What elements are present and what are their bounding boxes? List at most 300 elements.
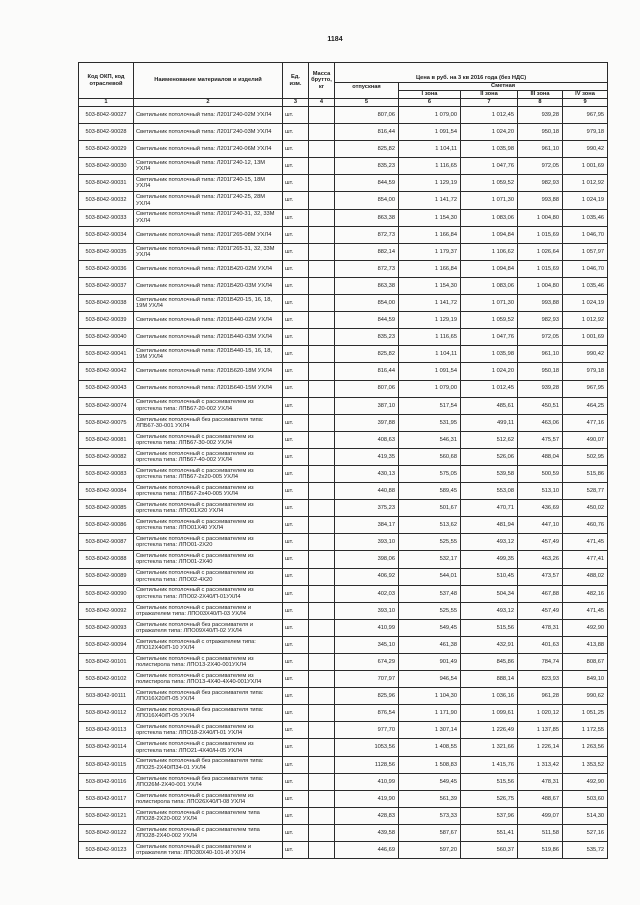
cell-zone4: 1 046,70 (563, 260, 608, 277)
cell-name: Светильник потолочный с рассеивателем из полистирола типа: ЛПО26Х40/П-08 УХЛ4 (134, 790, 283, 807)
cell-mass (309, 705, 335, 722)
cell-unit: шт. (283, 739, 309, 756)
cell-zone1: 1 171,90 (399, 705, 461, 722)
cell-zone2: 537,96 (461, 807, 518, 824)
cell-mass (309, 551, 335, 568)
cell-unit: шт. (283, 380, 309, 397)
cell-unit: шт. (283, 500, 309, 517)
cell-zone4: 967,95 (563, 380, 608, 397)
cell-unit: шт. (283, 773, 309, 790)
cell-code: 503-8042-90111 (79, 688, 134, 705)
cell-zone3: 450,51 (518, 397, 563, 414)
cell-mass (309, 842, 335, 859)
header-zone4: IV зона (563, 91, 608, 99)
cell-release: 977,70 (335, 722, 399, 739)
cell-unit: шт. (283, 654, 309, 671)
cell-unit: шт. (283, 124, 309, 141)
cell-zone1: 549,45 (399, 773, 461, 790)
cell-mass (309, 465, 335, 482)
cell-zone4: 1 172,55 (563, 722, 608, 739)
cell-code: 503-8042-90082 (79, 448, 134, 465)
cell-zone1: 549,45 (399, 619, 461, 636)
cell-code: 503-8042-90102 (79, 671, 134, 688)
header-mass: Масса брутто, кг (309, 63, 335, 99)
cell-zone3: 488,04 (518, 448, 563, 465)
column-number: 7 (461, 99, 518, 107)
cell-zone4: 1 057,97 (563, 243, 608, 260)
cell-zone1: 1 104,11 (399, 141, 461, 158)
cell-zone1: 1 408,55 (399, 739, 461, 756)
cell-release: 707,97 (335, 671, 399, 688)
column-number: 5 (335, 99, 399, 107)
cell-zone3: 1 015,69 (518, 260, 563, 277)
cell-unit: шт. (283, 483, 309, 500)
cell-code: 503-8042-90092 (79, 602, 134, 619)
cell-zone4: 808,67 (563, 654, 608, 671)
cell-release: 375,23 (335, 500, 399, 517)
cell-release: 825,82 (335, 346, 399, 363)
cell-release: 844,59 (335, 175, 399, 192)
cell-release: 882,14 (335, 243, 399, 260)
cell-zone1: 525,55 (399, 602, 461, 619)
cell-zone3: 1 015,69 (518, 226, 563, 243)
table-header (79, 63, 608, 107)
cell-release: 419,35 (335, 448, 399, 465)
cell-release: 440,88 (335, 483, 399, 500)
cell-zone3: 982,93 (518, 312, 563, 329)
cell-zone1: 513,62 (399, 517, 461, 534)
cell-code: 503-8042-90088 (79, 551, 134, 568)
cell-zone1: 1 079,00 (399, 380, 461, 397)
cell-code: 503-8042-90031 (79, 175, 134, 192)
cell-mass (309, 431, 335, 448)
cell-name: Светильник потолочный типа: Л201Б420-15, 16, 18, 19М УХЛ4 (134, 295, 283, 312)
cell-zone2: 512,62 (461, 431, 518, 448)
cell-name: Светильник потолочный без рассеивателя типа: ЛПО25-2Х40/П34-01 УХЛ4 (134, 756, 283, 773)
cell-release: 439,58 (335, 824, 399, 841)
cell-unit: шт. (283, 722, 309, 739)
cell-code: 503-8042-90038 (79, 295, 134, 312)
cell-name: Светильник потолочный типа: Л201Г240-02М УХЛ4 (134, 107, 283, 124)
cell-zone4: 990,42 (563, 346, 608, 363)
table-row (79, 568, 608, 585)
cell-zone3: 993,88 (518, 192, 563, 209)
cell-release: 835,23 (335, 158, 399, 175)
cell-zone3: 1 004,80 (518, 209, 563, 226)
cell-code: 503-8042-90121 (79, 807, 134, 824)
cell-mass (309, 500, 335, 517)
cell-release: 807,06 (335, 380, 399, 397)
cell-release: 384,17 (335, 517, 399, 534)
cell-zone3: 478,31 (518, 773, 563, 790)
cell-zone4: 471,45 (563, 602, 608, 619)
cell-zone2: 470,71 (461, 500, 518, 517)
cell-zone3: 993,88 (518, 295, 563, 312)
cell-zone4: 477,16 (563, 414, 608, 431)
cell-release: 674,29 (335, 654, 399, 671)
cell-unit: шт. (283, 517, 309, 534)
cell-mass (309, 158, 335, 175)
cell-mass (309, 654, 335, 671)
cell-code: 503-8042-90085 (79, 500, 134, 517)
table-row (79, 329, 608, 346)
cell-zone2: 560,37 (461, 842, 518, 859)
table-row (79, 705, 608, 722)
column-number: 8 (518, 99, 563, 107)
cell-zone2: 493,12 (461, 602, 518, 619)
cell-zone1: 1 091,54 (399, 363, 461, 380)
table-row (79, 363, 608, 380)
cell-zone3: 939,28 (518, 107, 563, 124)
cell-zone2: 1 035,98 (461, 141, 518, 158)
cell-zone2: 1 035,98 (461, 346, 518, 363)
cell-unit: шт. (283, 414, 309, 431)
cell-name: Светильник потолочный с рассеивателем из полистирола типа: ЛПО13-4Х40-4Х40-001УХЛ4 (134, 671, 283, 688)
cell-zone3: 488,67 (518, 790, 563, 807)
table-row (79, 209, 608, 226)
cell-mass (309, 534, 335, 551)
cell-code: 503-8042-90033 (79, 209, 134, 226)
cell-unit: шт. (283, 243, 309, 260)
cell-zone3: 784,74 (518, 654, 563, 671)
cell-release: 872,73 (335, 226, 399, 243)
table-row (79, 158, 608, 175)
cell-zone4: 492,90 (563, 773, 608, 790)
table-row (79, 175, 608, 192)
cell-unit: шт. (283, 534, 309, 551)
cell-code: 503-8042-90034 (79, 226, 134, 243)
cell-zone4: 1 263,56 (563, 739, 608, 756)
cell-name: Светильник потолочный типа: Л201Б420-03М УХЛ4 (134, 277, 283, 294)
cell-zone2: 551,41 (461, 824, 518, 841)
cell-zone3: 1 226,14 (518, 739, 563, 756)
cell-release: 876,54 (335, 705, 399, 722)
cell-mass (309, 568, 335, 585)
column-numbers-row (79, 99, 608, 107)
cell-mass (309, 448, 335, 465)
cell-name: Светильник потолочный типа: Л201Б420-02М УХЛ4 (134, 260, 283, 277)
cell-zone2: 499,11 (461, 414, 518, 431)
table-row (79, 141, 608, 158)
cell-zone2: 1 094,84 (461, 226, 518, 243)
table-row (79, 397, 608, 414)
cell-zone3: 436,69 (518, 500, 563, 517)
cell-code: 503-8042-90122 (79, 824, 134, 841)
cell-zone4: 464,25 (563, 397, 608, 414)
cell-unit: шт. (283, 277, 309, 294)
cell-zone3: 961,10 (518, 141, 563, 158)
cell-mass (309, 397, 335, 414)
cell-zone1: 1 116,65 (399, 329, 461, 346)
cell-code: 503-8042-90035 (79, 243, 134, 260)
cell-name: Светильник потолочный типа: Л201Г240-12, 13М УХЛ4 (134, 158, 283, 175)
cell-zone1: 1 307,14 (399, 722, 461, 739)
cell-zone3: 463,06 (518, 414, 563, 431)
cell-zone2: 1 024,20 (461, 124, 518, 141)
cell-unit: шт. (283, 807, 309, 824)
cell-name: Светильник потолочный с отражателем типа: ЛПО12Х40/П-10 УХЛ4 (134, 636, 283, 653)
cell-zone2: 1 083,06 (461, 277, 518, 294)
cell-unit: шт. (283, 295, 309, 312)
cell-name: Светильник потолочный с рассеивателем из оргстекла типа: ЛПО02-4Х20 (134, 568, 283, 585)
cell-name: Светильник потолочный с рассеивателем из оргстекла типа: ЛПО01Х40 УХЛ4 (134, 517, 283, 534)
header-unit: Ед. изм. (283, 63, 309, 99)
cell-unit: шт. (283, 329, 309, 346)
cell-zone2: 1 083,06 (461, 209, 518, 226)
cell-zone4: 990,42 (563, 141, 608, 158)
cell-zone3: 972,05 (518, 158, 563, 175)
cell-mass (309, 517, 335, 534)
cell-name: Светильник потолочный без рассеивателя и отражателя типа: ЛПО09Х40/П-02 УХЛ4 (134, 619, 283, 636)
cell-name: Светильник потолочный с рассеивателем из оргстекла типа: ЛПО01-2Х20 (134, 534, 283, 551)
cell-mass (309, 243, 335, 260)
cell-name: Светильник потолочный с рассеивателем из оргстекла типа: ЛПО01Х20 УХЛ4 (134, 500, 283, 517)
cell-name: Светильник потолочный типа: Л201Г240-06М УХЛ4 (134, 141, 283, 158)
cell-release: 408,63 (335, 431, 399, 448)
cell-zone1: 461,38 (399, 636, 461, 653)
cell-mass (309, 141, 335, 158)
cell-zone1: 901,49 (399, 654, 461, 671)
cell-code: 503-8042-90113 (79, 722, 134, 739)
header-code: Код ОКП, код отраслевой (79, 63, 134, 99)
table-row (79, 483, 608, 500)
cell-release: 1053,56 (335, 739, 399, 756)
cell-mass (309, 363, 335, 380)
cell-zone1: 587,67 (399, 824, 461, 841)
cell-name: Светильник потолочный с рассеивателем из оргстекла типа: ЛПО01-2Х40 (134, 551, 283, 568)
cell-zone2: 515,56 (461, 773, 518, 790)
cell-zone2: 481,94 (461, 517, 518, 534)
cell-zone3: 1 313,42 (518, 756, 563, 773)
cell-name: Светильник потолочный без рассеивателя типа: ЛПО16Х20/П-05 УХЛ4 (134, 688, 283, 705)
table-row (79, 790, 608, 807)
cell-code: 503-8042-90037 (79, 277, 134, 294)
cell-mass (309, 756, 335, 773)
cell-zone2: 1 047,76 (461, 158, 518, 175)
table-row (79, 585, 608, 602)
cell-name: Светильник потолочный без рассеивателя типа: ЛПБ67-30-001 УХЛ4 (134, 414, 283, 431)
cell-release: 816,44 (335, 124, 399, 141)
cell-mass (309, 585, 335, 602)
cell-name: Светильник потолочный с рассеивателем из оргстекла типа: ЛПО02-2Х40/П-01УХЛ4 (134, 585, 283, 602)
table-row (79, 465, 608, 482)
cell-unit: шт. (283, 756, 309, 773)
cell-name: Светильник потолочный типа: Л201Б440-02М УХЛ4 (134, 312, 283, 329)
table-row (79, 824, 608, 841)
cell-zone1: 573,33 (399, 807, 461, 824)
cell-zone3: 457,49 (518, 534, 563, 551)
column-number: 4 (309, 99, 335, 107)
cell-code: 503-8042-90117 (79, 790, 134, 807)
cell-unit: шт. (283, 260, 309, 277)
cell-mass (309, 739, 335, 756)
cell-zone4: 528,77 (563, 483, 608, 500)
cell-code: 503-8042-90041 (79, 346, 134, 363)
cell-zone2: 504,34 (461, 585, 518, 602)
cell-zone2: 515,56 (461, 619, 518, 636)
cell-zone1: 597,20 (399, 842, 461, 859)
cell-zone4: 1 024,19 (563, 192, 608, 209)
table-row (79, 739, 608, 756)
cell-zone4: 535,72 (563, 842, 608, 859)
cell-mass (309, 636, 335, 653)
cell-zone4: 450,02 (563, 500, 608, 517)
cell-zone1: 532,17 (399, 551, 461, 568)
cell-zone3: 961,10 (518, 346, 563, 363)
cell-name: Светильник потолочный типа: Л201Г240-15, 18М УХЛ4 (134, 175, 283, 192)
cell-release: 863,38 (335, 277, 399, 294)
cell-zone3: 950,18 (518, 363, 563, 380)
cell-zone2: 510,45 (461, 568, 518, 585)
cell-release: 406,92 (335, 568, 399, 585)
cell-zone2: 888,14 (461, 671, 518, 688)
cell-zone3: 972,05 (518, 329, 563, 346)
cell-unit: шт. (283, 158, 309, 175)
cell-release: 816,44 (335, 363, 399, 380)
cell-unit: шт. (283, 619, 309, 636)
cell-release: 844,59 (335, 312, 399, 329)
cell-zone1: 1 091,54 (399, 124, 461, 141)
cell-zone1: 1 104,11 (399, 346, 461, 363)
cell-unit: шт. (283, 209, 309, 226)
table-row (79, 534, 608, 551)
table-row (79, 312, 608, 329)
cell-zone2: 553,08 (461, 483, 518, 500)
column-number: 1 (79, 99, 134, 107)
cell-zone3: 1 137,85 (518, 722, 563, 739)
cell-zone4: 1 001,69 (563, 329, 608, 346)
cell-unit: шт. (283, 602, 309, 619)
cell-zone2: 1 071,30 (461, 192, 518, 209)
cell-zone1: 1 508,83 (399, 756, 461, 773)
cell-mass (309, 790, 335, 807)
cell-unit: шт. (283, 431, 309, 448)
cell-zone2: 432,91 (461, 636, 518, 653)
cell-release: 393,10 (335, 602, 399, 619)
table-row (79, 226, 608, 243)
cell-zone4: 1 046,70 (563, 226, 608, 243)
cell-unit: шт. (283, 705, 309, 722)
cell-zone3: 511,58 (518, 824, 563, 841)
cell-release: 446,69 (335, 842, 399, 859)
cell-zone1: 501,67 (399, 500, 461, 517)
cell-name: Светильник потолочный типа: Л201Б620-18М УХЛ4 (134, 363, 283, 380)
cell-unit: шт. (283, 824, 309, 841)
table-row (79, 243, 608, 260)
cell-code: 503-8042-90074 (79, 397, 134, 414)
cell-name: Светильник потолочный типа: Л201Г240-03М УХЛ4 (134, 124, 283, 141)
cell-mass (309, 175, 335, 192)
cell-unit: шт. (283, 636, 309, 653)
table-row (79, 107, 608, 124)
cell-zone2: 1 071,30 (461, 295, 518, 312)
cell-zone4: 990,62 (563, 688, 608, 705)
cell-unit: шт. (283, 671, 309, 688)
cell-zone1: 589,45 (399, 483, 461, 500)
table-row (79, 671, 608, 688)
cell-name: Светильник потолочный без рассеивателя типа: ЛПО26М-2Х40-001 УХЛ4 (134, 773, 283, 790)
cell-name: Светильник потолочный с рассеивателем из оргстекла типа: ЛПБ67-20-002 УХЛ4 (134, 397, 283, 414)
cell-release: 825,96 (335, 688, 399, 705)
cell-name: Светильник потолочный с рассеивателем из оргстекла типа: ЛПБ67-2х20-005 УХЛ4 (134, 465, 283, 482)
cell-release: 398,06 (335, 551, 399, 568)
cell-zone1: 546,31 (399, 431, 461, 448)
cell-release: 393,10 (335, 534, 399, 551)
cell-zone3: 499,07 (518, 807, 563, 824)
cell-code: 503-8042-90081 (79, 431, 134, 448)
header-name: Наименование материалов и изделий (134, 63, 283, 99)
column-number: 9 (563, 99, 608, 107)
cell-zone3: 463,26 (518, 551, 563, 568)
cell-mass (309, 722, 335, 739)
cell-zone1: 517,54 (399, 397, 461, 414)
table-row (79, 773, 608, 790)
page-number: 1184 (327, 36, 343, 43)
cell-code: 503-8042-90086 (79, 517, 134, 534)
cell-zone3: 478,31 (518, 619, 563, 636)
cell-code: 503-8042-90040 (79, 329, 134, 346)
cell-mass (309, 226, 335, 243)
cell-unit: шт. (283, 192, 309, 209)
cell-name: Светильник потолочный с рассеивателем типа ЛПО28-2Х20-002 УХЛ4 (134, 807, 283, 824)
cell-zone2: 1 047,76 (461, 329, 518, 346)
cell-release: 428,83 (335, 807, 399, 824)
cell-mass (309, 824, 335, 841)
cell-release: 410,99 (335, 773, 399, 790)
cell-zone4: 503,60 (563, 790, 608, 807)
column-number: 2 (134, 99, 283, 107)
cell-mass (309, 277, 335, 294)
table-row (79, 431, 608, 448)
cell-code: 503-8042-90115 (79, 756, 134, 773)
table-row (79, 260, 608, 277)
cell-zone3: 519,86 (518, 842, 563, 859)
cell-name: Светильник потолочный типа: Л201Г240-31, 32, 33М УХЛ4 (134, 209, 283, 226)
cell-name: Светильник потолочный типа: Л201Б440-15, 16, 18, 19М УХЛ4 (134, 346, 283, 363)
cell-code: 503-8042-90032 (79, 192, 134, 209)
cell-zone3: 457,49 (518, 602, 563, 619)
cell-zone1: 544,01 (399, 568, 461, 585)
cell-zone3: 939,28 (518, 380, 563, 397)
cell-zone3: 475,57 (518, 431, 563, 448)
table-row (79, 602, 608, 619)
cell-code: 503-8042-90114 (79, 739, 134, 756)
cell-zone4: 527,16 (563, 824, 608, 841)
cell-name: Светильник потолочный с рассеивателем из оргстекла типа: ЛПБ67-30-002 УХЛ4 (134, 431, 283, 448)
header-zone1: I зона (399, 91, 461, 99)
cell-zone1: 1 129,19 (399, 175, 461, 192)
cell-zone2: 499,35 (461, 551, 518, 568)
cell-name: Светильник потолочный типа: Л201Б640-15М УХЛ4 (134, 380, 283, 397)
cell-code: 503-8042-90101 (79, 654, 134, 671)
table-row (79, 124, 608, 141)
cell-zone1: 1 129,19 (399, 312, 461, 329)
cell-zone2: 1 059,52 (461, 312, 518, 329)
cell-release: 410,99 (335, 619, 399, 636)
cell-zone4: 1 001,69 (563, 158, 608, 175)
cell-release: 825,82 (335, 141, 399, 158)
table-row (79, 842, 608, 859)
cell-zone4: 514,30 (563, 807, 608, 824)
cell-mass (309, 295, 335, 312)
cell-mass (309, 312, 335, 329)
cell-release: 854,00 (335, 295, 399, 312)
cell-release: 872,73 (335, 260, 399, 277)
cell-zone4: 967,95 (563, 107, 608, 124)
cell-zone1: 525,55 (399, 534, 461, 551)
cell-unit: шт. (283, 175, 309, 192)
cell-code: 503-8042-90093 (79, 619, 134, 636)
